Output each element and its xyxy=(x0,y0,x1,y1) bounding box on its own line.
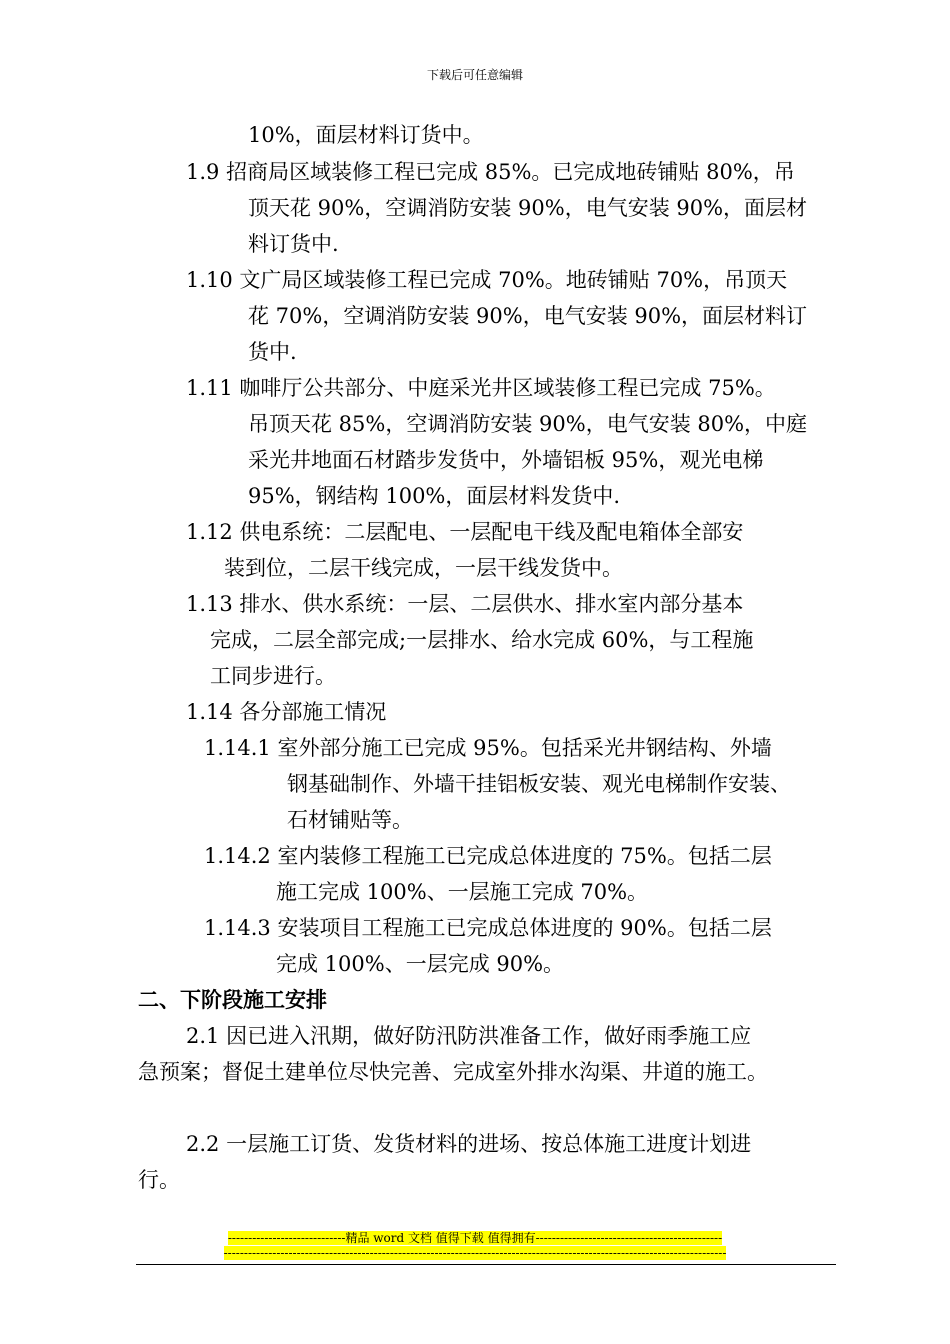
footer-rule xyxy=(136,1264,836,1265)
text-line: 1.10 文广局区域装修工程已完成 70%。地砖铺贴 70%，吊顶天 xyxy=(186,268,788,292)
text-line: 钢基础制作、外墙干挂铝板安装、观光电梯制作安装、 xyxy=(287,772,791,796)
section-heading: 二、下阶段施工安排 xyxy=(138,988,327,1012)
text-line: 1.11 咖啡厅公共部分、中庭采光井区域装修工程已完成 75%。 xyxy=(186,376,776,400)
paragraph-line: 行。 xyxy=(138,1168,180,1192)
paragraph-line: 2.1 因已进入汛期，做好防汛防洪准备工作，做好雨季施工应 xyxy=(186,1024,752,1048)
text-line: 95%，钢结构 100%，面层材料发货中. xyxy=(248,484,621,508)
text-line: 完成，二层全部完成;一层排水、给水完成 60%，与工程施 xyxy=(210,628,754,652)
text-line: 货中. xyxy=(248,340,297,364)
text-line: 1.9 招商局区域装修工程已完成 85%。已完成地砖铺贴 80%，吊 xyxy=(186,160,795,184)
text-line: 料订货中. xyxy=(248,232,339,256)
text-line: 工同步进行。 xyxy=(210,664,336,688)
text-line: 石材铺贴等。 xyxy=(287,808,413,832)
text-line: 1.14.2 室内装修工程施工已完成总体进度的 75%。包括二层 xyxy=(204,844,772,868)
text-line: 施工完成 100%、一层施工完成 70%。 xyxy=(276,880,649,904)
text-line: 1.14.1 室外部分施工已完成 95%。包括采光井钢结构、外墙 xyxy=(204,736,772,760)
paragraph-line: 2.2 一层施工订货、发货材料的进场、按总体施工进度计划进 xyxy=(186,1132,752,1156)
text-line: 顶天花 90%，空调消防安装 90%，电气安装 90%，面层材 xyxy=(248,196,808,220)
footer-dashes xyxy=(0,1246,950,1260)
text-line: 花 70%，空调消防安装 90%，电气安装 90%，面层材料订 xyxy=(248,304,808,328)
footer-banner xyxy=(0,1231,950,1245)
page-header: 下载后可任意编辑 xyxy=(426,68,523,82)
text-line: 1.13 排水、供水系统：一层、二层供水、排水室内部分基本 xyxy=(186,592,744,616)
text-line: 完成 100%、一层完成 90%。 xyxy=(276,952,565,976)
paragraph-line: 急预案；督促土建单位尽快完善、完成室外排水沟渠、井道的施工。 xyxy=(138,1060,768,1084)
footer-dashes-text: ---------------------------------------------------------------------------------------------------------------------------- xyxy=(223,1246,727,1260)
text-line: 吊顶天花 85%，空调消防安装 90%，电气安装 80%，中庭 xyxy=(248,412,808,436)
text-line: 1.14 各分部施工情况 xyxy=(186,700,387,724)
text-line: 1.14.3 安装项目工程施工已完成总体进度的 90%。包括二层 xyxy=(204,916,772,940)
text-line: 10%，面层材料订货中。 xyxy=(248,123,484,147)
text-line: 1.12 供电系统：二层配电、一层配电干线及配电箱体全部安 xyxy=(186,520,744,544)
text-line: 装到位，二层干线完成，一层干线发货中。 xyxy=(224,556,623,580)
text-line: 采光井地面石材踏步发货中，外墙铝板 95%，观光电梯 xyxy=(248,448,764,472)
footer-banner-text: -----------------------------精品 word 文档 值得下载 值得拥有---------------------------------------------- xyxy=(227,1231,723,1245)
